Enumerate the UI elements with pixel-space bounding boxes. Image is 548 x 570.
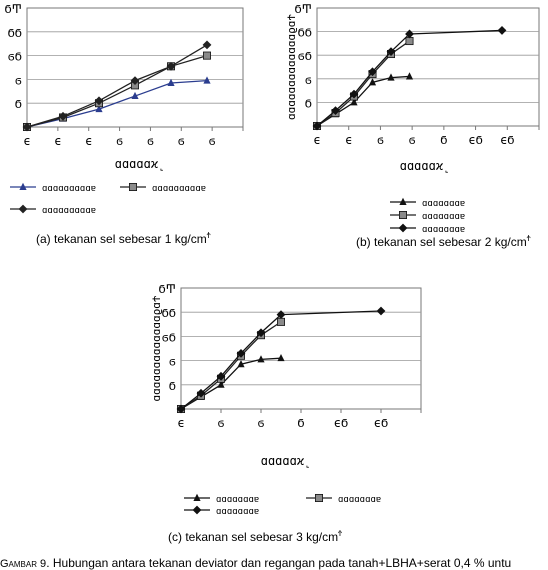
y-tick-label: ϬϬ xyxy=(7,25,22,40)
x-tick-labels xyxy=(177,416,388,430)
y-tick-label: ϭϬ xyxy=(161,330,176,345)
y-tick-label: ϬϬ xyxy=(297,25,312,40)
y-axis-label: ɑɑɑɑɑɑɑɑɑɑɑɑɑϱɑϮ xyxy=(285,14,298,120)
figure-caption xyxy=(0,556,511,570)
x-tick-label: ϭ xyxy=(177,134,185,148)
x-tick-labels xyxy=(313,133,514,147)
x-tick-label: ϵ xyxy=(345,133,353,147)
caption-a xyxy=(36,232,210,246)
x-tick-label: ϵ xyxy=(177,416,185,430)
legend-label: ɑɑɑɑɑɑɑɐ xyxy=(422,199,466,209)
x-tick-labels xyxy=(23,134,215,148)
legend-label: ɑɑɑɑɑɑɑɑɑɐ xyxy=(42,206,97,216)
x-tick-label: ϵ xyxy=(23,134,31,148)
x-tick-label: ϭ xyxy=(376,133,385,147)
legend-marker xyxy=(315,494,322,501)
legend-label: ɑɑɑɑɑɑɑɑɑɐ xyxy=(152,184,207,194)
x-tick-label: ϵϬ xyxy=(373,416,389,430)
x-tick-label: ϵ xyxy=(54,134,62,148)
caption-b-sup: Ϯ xyxy=(526,234,531,243)
caption-c-text: (c) tekanan sel sebesar 3 kg/cm xyxy=(168,530,339,544)
caption-a-text: (a) tekanan sel sebesar 1 kg/cm xyxy=(36,232,207,246)
x-axis-label: ɑɑɑɑɑϰ˻ xyxy=(399,159,451,173)
legend-label: ɑɑɑɑɑɑɑɐ xyxy=(422,225,466,235)
chart-b xyxy=(282,0,548,235)
chart-panel-b xyxy=(282,0,548,235)
caption-b-text: (b) tekanan sel sebesar 2 kg/cm xyxy=(356,235,527,249)
y-tick-label: Ϭ xyxy=(168,378,176,393)
plot-area xyxy=(27,8,243,127)
legend-label: ɑɑɑɑɑɑɑɑɑɐ xyxy=(42,184,97,194)
legend-marker xyxy=(19,205,28,214)
figure-caption-text: . Hubungan antara tekanan deviator dan regangan pada tanah+LBHA+serat 0,4 % untu xyxy=(46,556,512,570)
x-axis-label: ɑɑɑɑɑϰ˻ xyxy=(260,454,312,468)
y-tick-label: ϭϬ xyxy=(297,49,312,64)
y-tick-label: ϭ xyxy=(168,354,176,369)
caption-c xyxy=(168,530,342,544)
y-tick-label: ϭ xyxy=(304,72,312,87)
chart-panel-c xyxy=(150,260,446,525)
figure-caption-lead: Gambar 9 xyxy=(0,558,47,570)
x-tick-label: ϭ xyxy=(146,134,155,148)
data-point xyxy=(406,37,413,44)
legend-marker xyxy=(193,506,202,515)
caption-a-sup: Ϯ xyxy=(206,231,211,240)
y-axis-label: ɑɑɑɑɑɑɑɑɑɑɑɑɑϱɑϮ xyxy=(150,295,163,402)
plot-area xyxy=(317,8,539,126)
x-tick-label: ϵϬ xyxy=(333,416,349,430)
legend xyxy=(184,494,381,517)
legend-label: ɑɑɑɑɑɑɑɐ xyxy=(216,507,260,517)
legend-marker xyxy=(129,183,136,190)
legend-marker xyxy=(399,211,406,218)
chart-c xyxy=(150,260,446,525)
x-tick-label: ϭ xyxy=(257,416,265,430)
x-axis-label: ɑɑɑɑɑϰ˻ xyxy=(114,157,166,171)
x-tick-label: Ϭ xyxy=(440,133,448,147)
x-tick-label: ϭ xyxy=(115,134,124,148)
x-tick-label: ϵϬ xyxy=(468,133,483,147)
x-tick-label: ϵϬ xyxy=(500,133,515,147)
y-tick-label: Ϭ xyxy=(14,97,22,112)
legend-label: ɑɑɑɑɑɑɑɐ xyxy=(338,495,382,505)
caption-b xyxy=(356,235,530,249)
plot-area xyxy=(181,288,421,409)
y-tick-label: ϬϬ xyxy=(161,306,176,321)
legend-label: ɑɑɑɑɑɑɑɐ xyxy=(216,495,260,505)
legend xyxy=(390,198,465,235)
data-point xyxy=(203,52,210,59)
y-tick-label: ϭ xyxy=(14,73,22,88)
x-tick-label: ϭ xyxy=(408,133,416,147)
y-tick-label: ϬͲ xyxy=(294,2,312,16)
y-tick-label: ϬͲ xyxy=(158,282,176,296)
chart-a xyxy=(0,0,260,220)
legend xyxy=(10,183,206,216)
chart-panel-a xyxy=(0,0,260,220)
caption-c-sup: Ϯ xyxy=(338,529,342,538)
x-tick-label: ϭ xyxy=(208,134,216,148)
x-tick-label: ϭ xyxy=(217,416,225,430)
x-tick-label: ϵ xyxy=(313,133,321,147)
y-tick-label: ϬͲ xyxy=(4,2,22,16)
x-tick-label: Ϭ xyxy=(297,416,305,430)
y-tick-labels xyxy=(4,2,22,111)
x-tick-label: ϵ xyxy=(85,134,93,148)
data-point xyxy=(277,318,284,325)
y-tick-label: ϭϬ xyxy=(7,49,22,64)
legend-marker xyxy=(399,224,408,233)
legend-label: ɑɑɑɑɑɑɑɐ xyxy=(422,212,466,222)
y-tick-label: Ϭ xyxy=(304,96,312,111)
